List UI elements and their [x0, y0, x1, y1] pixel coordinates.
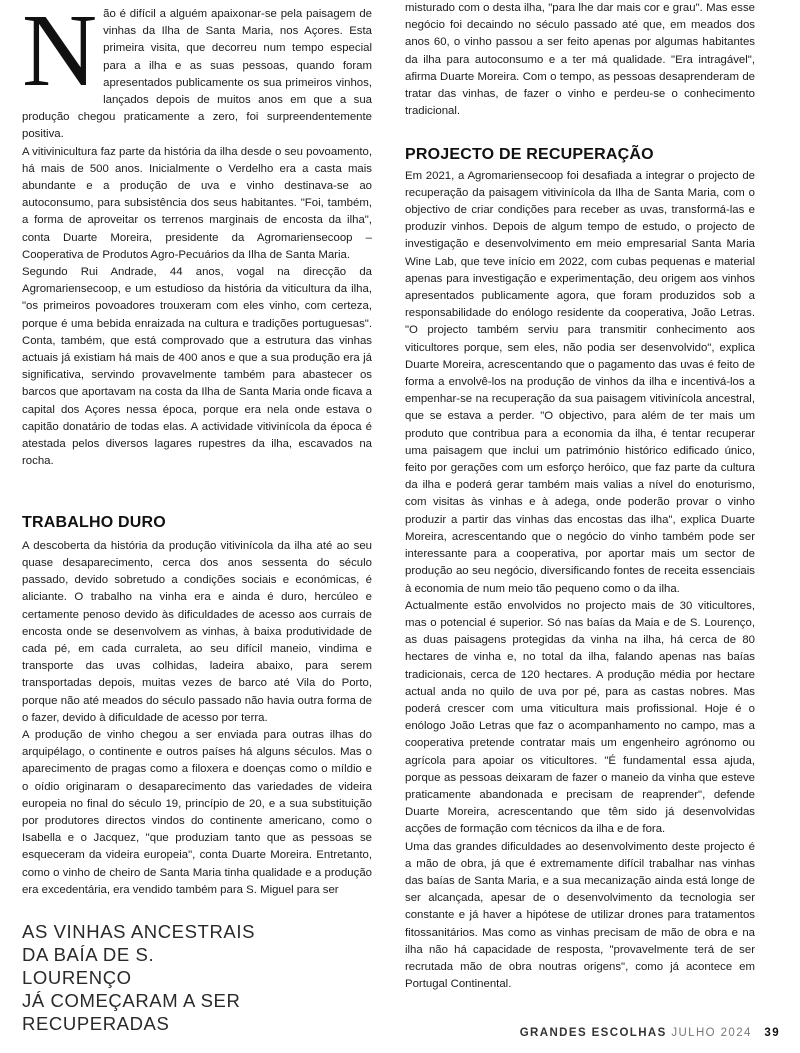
- body-paragraph: misturado com o desta ilha, "para lhe dar mais cor e grau". Mas esse negócio foi decaindo no século passado até que, em meados dos anos 60, o vinho passou a ser feito apenas por algumas habitantes da ilha para autoconsumo e a ter má qualidade. "Era intragável", afirma Duarte Moreira. Com o tempo, as pessoas desaprenderam de tratar das vinhas, de fazer o vinho e perdeu-se o conhecimento tradicional.: [405, 2, 755, 118]
- body-paragraph: A vitivinicultura faz parte da história da ilha desde o seu povoamento, há mais de 500 anos. Inicialmente o Verdelho era a casta mais abundante e a produção de uva e vinho destinava-se ao autoconsumo, para subsistência dos seus habitantes. "Foi, também, a forma de aproveitar os terrenos marginais de encosta da ilha", conta Duarte Moreira, presidente da Agromariensecoop – Cooperativa de Produtos Agro-Pecuários da Ilha de Santa Maria.: [22, 145, 372, 261]
- body-paragraph: Em 2021, a Agromariensecoop foi desafiada a integrar o projecto de recuperação da paisagem vitivinícola da Ilha de Santa Maria, com o objectivo de criar condições para receber as uvas, transformá-las e produzir vinhos. Depois de algum tempo de estudo, o projecto de investigação e desenvolvimento em meio empresarial Santa Maria Wine Lab, que teve início em 2022, com cubas pequenas e material apenas para investigação e experimentação, deu origem aos vinhos apresentados publicamente agora, que foram produzidos sob a responsabilidade do enólogo residente da cooperativa, João Letras. "O projecto também serviu para transmitir conhecimento aos viticultores porque, sem eles, não podia ser desenvolvido", explica Duarte Moreira, acrescentando que o pagamento das uvas é feito de forma a envolvê-los na produção de vinhos da ilha e incentivá-los a empenhar-se na recuperação da sua paisagem vitivinícola ancestral, que se estava a perder. "O objectivo, para além de ter mais um produto que contribua para a economia da ilha, é tentar recuperar uma paisagem que inclui um património histórico edificado único, feito por gerações com um esforço heróico, que faz parte da cultura da ilha e poderá gerar também mais valias a nível do enoturismo, com visitas às vinhas e à adega, onde poderão provar o vinho produzir a partir das vinhas das encostas das ilha", explica Duarte Moreira, acrescentando que o negócio do vinho também pode ser interessante para a cooperativa, por aportar mais um sector de produção ao seu negócio, diversificando fontes de receita essenciais à economia de num meio tão pequeno como o da ilha.: [405, 169, 755, 595]
- body-paragraph: Uma das grandes dificuldades ao desenvolvimento deste projecto é a mão de obra, já que é extremamente difícil trabalhar nas vinhas das baías de Santa Maria, e a sua mecanização ainda está longe de ser alcançada, apesar de o desenvolvimento da tecnologia ser constante e já haver a hipótese de utilizar drones para tratamentos fitossanitários. Mas como as vinhas precisam de mão de obra e na ilha não há capacidade de resposta, "provavelmente terá de ser recrutada mão de obra noutras origens", como já acontece em Portugal Continental.: [405, 840, 755, 991]
- article-column-right: [405, 0, 755, 993]
- intro-paragraph: Não é difícil a alguém apaixonar-se pela paisagem de vinhas da Ilha de Santa Maria, nos Açores. Esta primeira visita, que decorreu num tempo especial para a ilha e as suas pessoas, quando foram apresentados publicamente os sua primeiros vinhos, lançados depois de muitos anos em que a sua produção chegou praticamente a zero, foi surpreendentemente positiva.: [22, 0, 372, 141]
- body-paragraph: Actualmente estão envolvidos no projecto mais de 30 viticultores, mas o potencial é superior. Só nas baías da Maia e de S. Lourenço, as duas paisagens protegidas da vinha na ilha, há cerca de 80 hectares de vinha e, no total da ilha, falando apenas nas baías tradicionais, cerca de 120 hectares. A produção média por hectare actual anda no quilo de uva por pé, para as castas nobres. Mas poderá crescer com uma viticultura mais profissional. Hoje é o enólogo João Letras que faz o acompanhamento no campo, mas a cooperativa pretende contratar mais um engenheiro agrónomo ou agrícola para apoiar os viticultores. "É fundamental essa ajuda, porque as pessoas deixaram de fazer o maneio da vinha que esteve praticamente abandonada e precisam de reaprender", defende Duarte Moreira, acrescentando que têm sido já desenvolvidas acções de formação com técnicos da ilha e de fora.: [405, 599, 755, 836]
- body-paragraph: Segundo Rui Andrade, 44 anos, vogal na direcção da Agromariensecoop, e um estudioso da história da viticultura da ilha, "os primeiros povoadores trouxeram com eles vinho, com certeza, porque é uma bebida enraizada na cultura e tradições portuguesas". Conta, também, que está comprovado que a estrutura das vinhas actuais já existiam há mais de 400 anos e que a sua produção era já significativa, servindo provavelmente também para abastecer os barcos que aportavam na costa da Ilha de Santa Maria onde ficava a capital dos Açores nessa época, porque era nela onde estava o capitão donatário de todas elas. A actividade vitivinícola da época é atestada pelos diversos lagares rupestres da ilha, escavados na rocha.: [22, 266, 372, 468]
- section-heading-projecto-de-recuperacao: PROJECTO DE RECUPERAÇÃO: [405, 146, 654, 164]
- body-paragraph: A produção de vinho chegou a ser enviada para outras ilhas do arquipélago, o continente e outros países há alguns séculos. Mas o aparecimento de pragas como a filoxera e doenças como o míldio e o oídio originaram o desaparecimento das variedades de videira europeia no final do século 19, princípio de 20, e a sua substituição por produtores directos vindos do continente americano, como o Isabella e o Jacquez, "que produziam tanto que as pessoas se esqueceram da videira europeia", conta Duarte Moreira. Entretanto, como o vinho de cheiro de Santa Maria tinha qualidade e a produção era excedentária, era vendido também para S. Miguel para ser: [22, 728, 372, 896]
- article-column-left: [22, 0, 372, 899]
- body-paragraph: A descoberta da história da produção vitivinícola da ilha até ao seu quase desaparecimento, cerca dos anos sessenta do século passado, devido sobretudo a condições sociais e económicas, é aliciante. O trabalho na vinha era e ainda é duro, hercúleo e certamente penoso devido às dificuldades de acesso aos currais de encosta onde se desenvolvem as vinhas, à baixa produtividade de cada pé, em cada curraleta, ao seu difícil maneio, vindima e transporte das uvas colhidas, ladeira abaixo, para serem transportadas depois, muitas vezes de barco até Vila do Porto, porque não até meados do século passado não havia outra forma de o fazer, devido à dificuldade de acesso por terra.: [22, 539, 372, 724]
- drop-cap: N: [22, 0, 98, 108]
- pull-quote-line: JÁ COMEÇARAM A SER: [22, 990, 241, 1011]
- pull-quote-line: RECUPERADAS: [22, 1013, 170, 1034]
- pull-quote: [22, 920, 262, 1035]
- page-number: 39: [764, 1027, 780, 1039]
- issue-date: JULHO 2024: [671, 1027, 752, 1039]
- page-footer: [520, 1027, 780, 1039]
- pull-quote-line: AS VINHAS ANCESTRAIS: [22, 921, 256, 942]
- section-heading-trabalho-duro: TRABALHO DURO: [22, 514, 166, 532]
- pull-quote-line: DA BAÍA DE S. LOURENÇO: [22, 944, 155, 988]
- publication-name: GRANDES ESCOLHAS: [519, 1027, 667, 1039]
